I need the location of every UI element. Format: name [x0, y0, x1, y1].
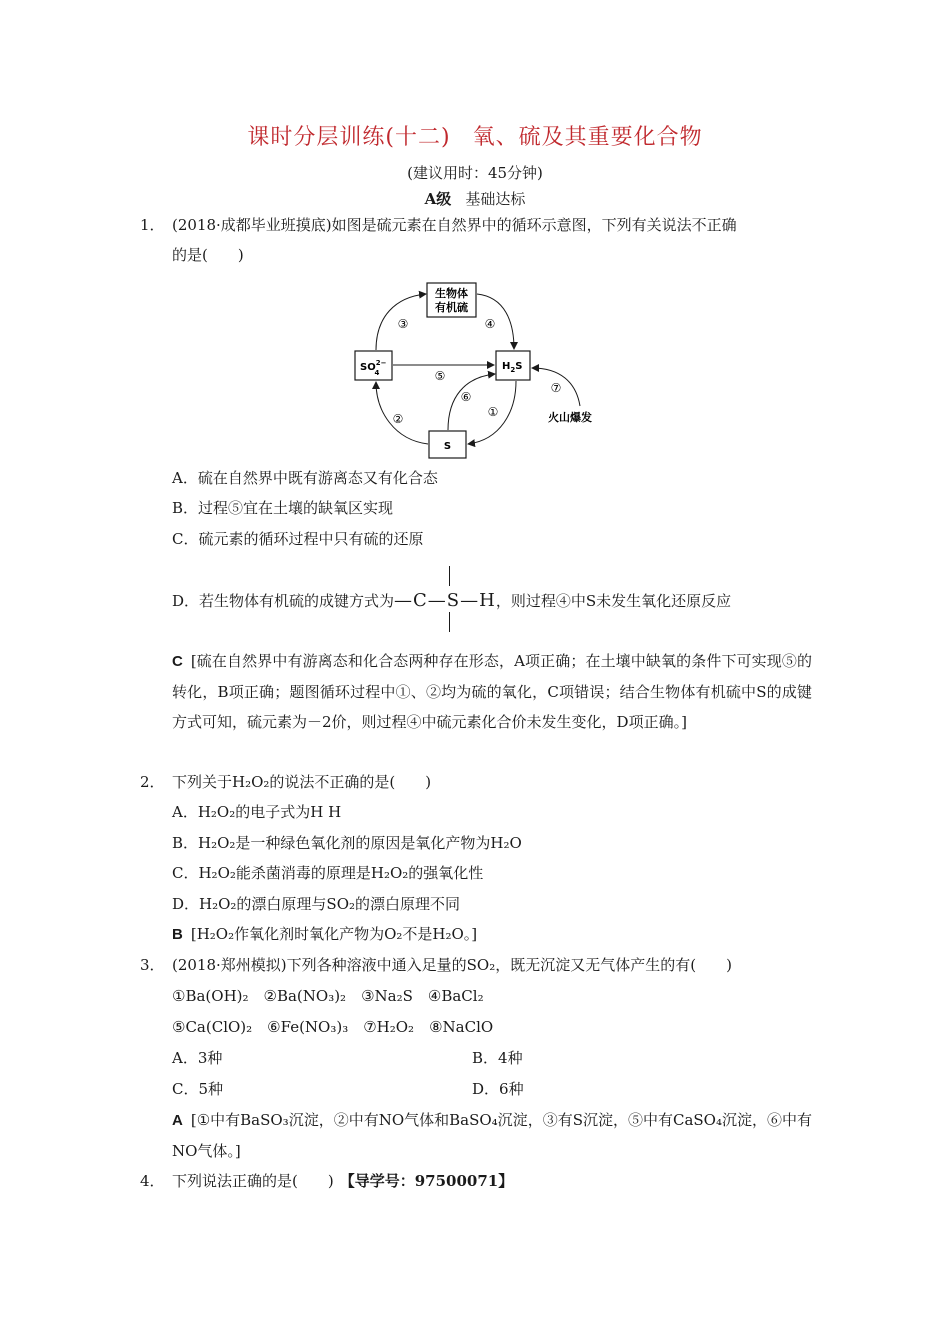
box-sulfate-label: $SO^{2-}$ 4 [360, 359, 387, 377]
q1-option-c: C．硫元素的循环过程中只有硫的还原 [172, 530, 424, 548]
q2-answer [172, 919, 477, 950]
q2-option-a: A．H₂O₂的电子式为H H [172, 803, 342, 821]
label-5: ⑤ [434, 369, 446, 383]
box-hydrogen-sulfide-label: $H_2S$ [502, 361, 523, 374]
q3-answer-letter: A [172, 1112, 183, 1129]
label-1: ① [487, 405, 499, 419]
q3-number: 3． [140, 956, 165, 974]
arrow-4 [477, 294, 514, 349]
q1-answer-letter: C [172, 653, 183, 670]
q2-number: 2． [140, 773, 165, 791]
label-4: ④ [484, 317, 496, 331]
q4-number: 4． [140, 1172, 165, 1190]
q2-answer-letter: B [172, 926, 183, 943]
label-3: ③ [397, 317, 409, 331]
sulfur-cycle-diagram [340, 272, 620, 464]
bond-up [449, 566, 450, 586]
bond-down [449, 612, 450, 632]
level-title: 基础达标 [465, 190, 526, 208]
q2-answer-text: [H₂O₂作氧化剂时氧化产物为O₂不是H₂O。] [190, 925, 478, 943]
arrow-6 [448, 374, 495, 430]
q4-stem: 下列说法正确的是( ) [172, 1172, 334, 1190]
label-2: ② [392, 412, 404, 426]
suggested-time: (建议用时：45分钟) [407, 164, 543, 182]
box-organic-sulfur-line1: 生物体 [435, 287, 468, 300]
q1-option-a: A．硫在自然界中既有游离态又有化合态 [172, 469, 438, 487]
q4-stem-line [172, 1166, 513, 1196]
q1-stem-line2: 的是( ) [172, 246, 244, 264]
q2-stem: 下列关于H₂O₂的说法不正确的是( ) [172, 773, 432, 791]
q3-option-d: D．6种 [472, 1080, 524, 1098]
level-heading [0, 188, 950, 209]
box-organic-sulfur-line2: 有机硫 [435, 301, 468, 314]
title-main: 课时分层训练(十二) [247, 125, 451, 150]
q3-answer [172, 1105, 812, 1166]
q1-option-d-prefix: D．若生物体有机硫的成键方式为 [172, 592, 395, 610]
q2-option-d: D．H₂O₂的漂白原理与SO₂的漂白原理不同 [172, 895, 461, 913]
q3-option-b: B．4种 [472, 1049, 523, 1067]
q1-answer [172, 646, 812, 737]
label-6: ⑥ [460, 390, 472, 404]
q3-items-line2: ⑤Ca(ClO)₂ ⑥Fe(NO₃)₃ ⑦H₂O₂ ⑧NaClO [172, 1018, 494, 1036]
page-title [0, 120, 950, 151]
box-sulfur-label: S [443, 441, 452, 452]
q1-option-d-suffix: ，则过程④中S未发生氧化还原反应 [495, 592, 732, 610]
q3-option-a: A．3种 [172, 1049, 223, 1067]
q2-option-c: C．H₂O₂能杀菌消毒的原理是H₂O₂的强氧化性 [172, 864, 484, 882]
q3-items-line1: ①Ba(OH)₂ ②Ba(NO₃)₂ ③Na₂S ④BaCl₂ [172, 987, 484, 1005]
title-topic: 氧、硫及其重要化合物 [472, 125, 703, 150]
q3-answer-text: [①中有BaSO₃沉淀，②中有NO气体和BaSO₄沉淀，③有S沉淀，⑤中有CaSO₄沉淀，⑥中有NO气体。] [172, 1111, 812, 1160]
level-label: A级 [424, 190, 452, 208]
q4-guide-number: 【导学号：97500071】 [339, 1172, 514, 1190]
q1-number: 1． [140, 216, 165, 234]
q1-option-d-structure: —C—S—H [394, 590, 496, 611]
label-7: ⑦ [550, 381, 562, 395]
label-volcano: 火山爆发 [548, 411, 592, 424]
q1-option-b: B．过程⑤宜在土壤的缺氧区实现 [172, 499, 394, 517]
q1-answer-text: [硫在自然界中有游离态和化合态两种存在形态，A项正确；在土壤中缺氧的条件下可实现⑤的转化，B项正确；题图循环过程中①、②均为硫的氧化，C项错误；结合生物体有机硫中S的成键方式可知，硫元素为－2价，则过程④中硫元素化合价未发生变化，D项正确。] [172, 652, 812, 731]
q3-option-c: C．5种 [172, 1080, 224, 1098]
q1-stem-line1: (2018·成都毕业班摸底)如图是硫元素在自然界中的循环示意图，下列有关说法不正确 [172, 216, 737, 234]
q2-option-b: B．H₂O₂是一种绿色氧化剂的原因是氧化产物为H₂O [172, 834, 522, 852]
q3-stem: (2018·郑州模拟)下列各种溶液中通入足量的SO₂，既无沉淀又无气体产生的有( ) [172, 956, 732, 974]
